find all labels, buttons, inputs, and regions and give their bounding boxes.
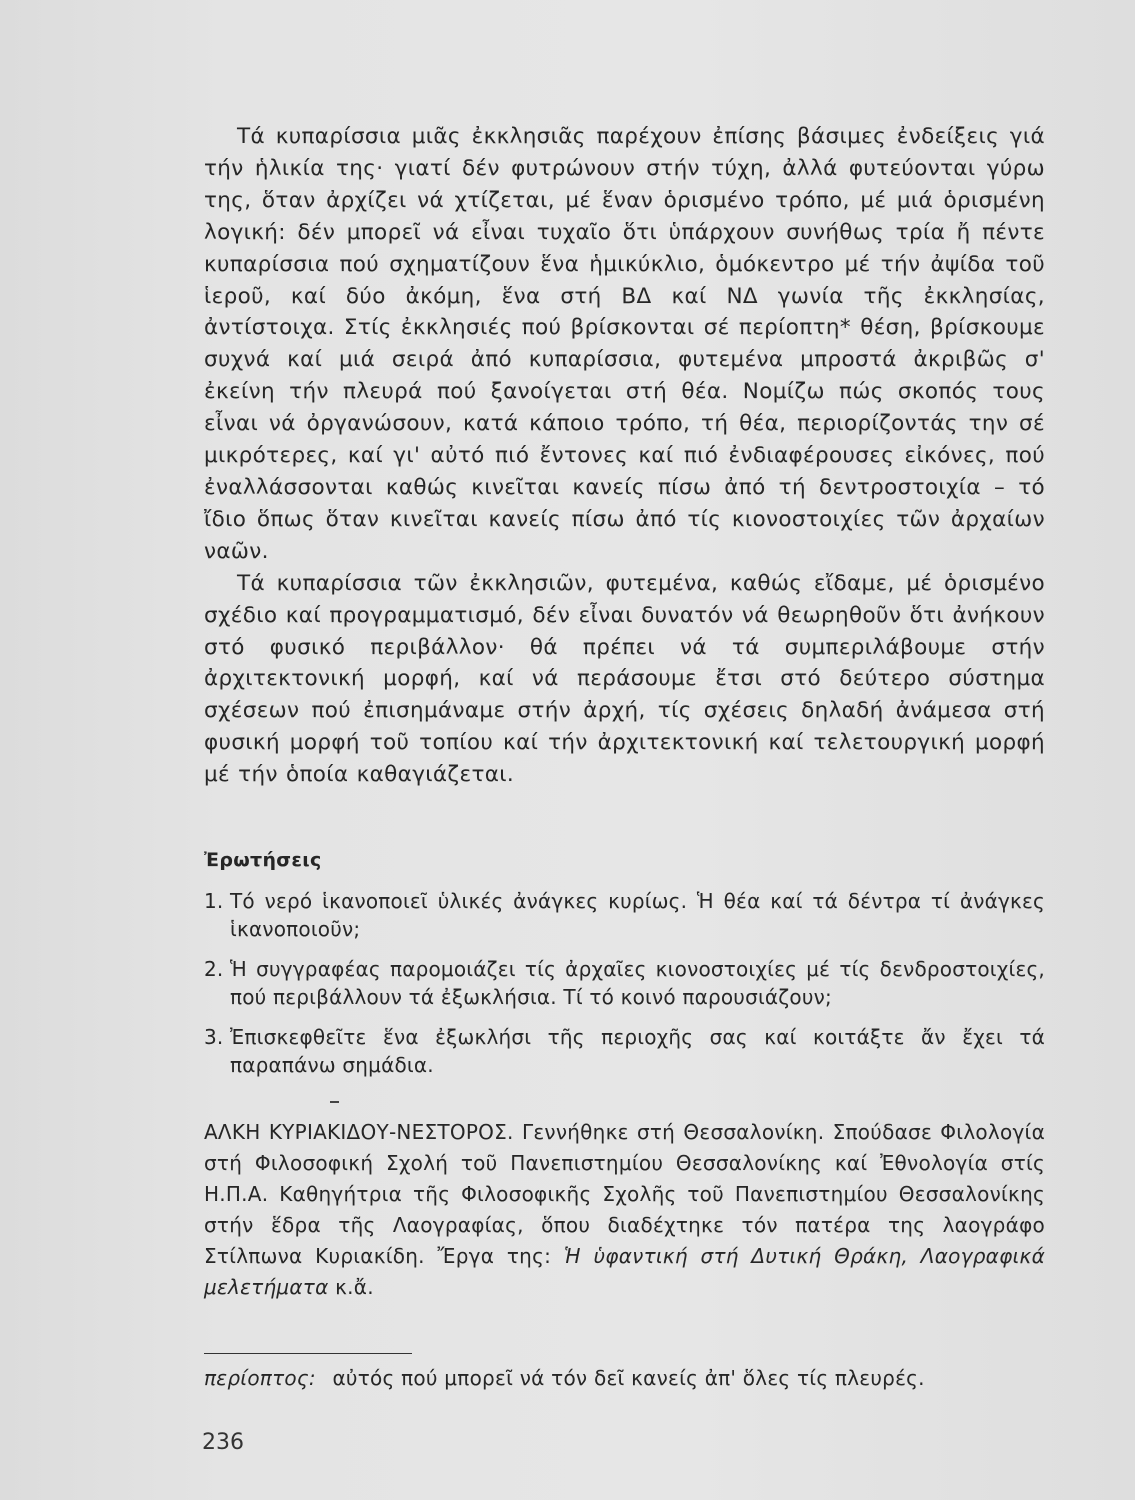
question-number: 3. (204, 1025, 224, 1050)
section-divider (330, 1101, 339, 1103)
questions-list (204, 887, 1045, 1079)
question-number: 2. (204, 957, 224, 982)
questions-heading: Ἐρωτήσεις (204, 849, 322, 872)
question-text: Ἡ συγγραφέας παρομοιάζει τίς ἀρχαῖες κιονοστοιχίες μέ τίς δενδροστοιχίες, πού περιβάλλουν τά ἐξωκλήσια. Τί τό κοινό παρουσιάζουν; (230, 957, 1045, 1010)
question-number: 1. (204, 889, 224, 914)
paragraph-1: Τά κυπαρίσσια μιᾶς ἐκκλησιᾶς παρέχουν ἐπίσης βάσιμες ἐνδείξεις γιά τήν ἡλικία της· γιατί δέν φυτρώνουν στήν τύχη, ἀλλά φυτεύονται γύρω της, ὅταν ἀρχίζει νά χτίζεται, μέ ἕναν ὁρισμένο τρόπο, μέ μιά ὁρισμένη λογική: δέν μπορεῖ νά εἶναι τυχαῖο ὅτι ὑπάρχουν συνήθως τρία ἤ πέντε κυπαρίσσια πού σχηματίζουν ἕνα ἡμικύκλιο, ὁμόκεντρο μέ τήν ἀψίδα τοῦ ἱεροῦ, καί δύο ἀκόμη, ἕνα στή ΒΔ καί ΝΔ γωνία τῆς ἐκκλησίας, ἀντίστοιχα. Στίς ἐκκλησιές πού βρίσκονται σέ περίοπτη* θέση, βρίσκουμε συχνά καί μιά σειρά ἀπό κυπαρίσσια, φυτεμένα μπροστά ἀκριβῶς σ' ἐκείνη τήν πλευρά πού ξανοίγεται στή θέα. Νομίζω πώς σκοπός τους εἶναι νά ὀργανώσουν, κατά κάποιο τρόπο, τή θέα, περιορίζοντάς την σέ μικρότερες, καί γι' αὐτό πιό ἔντονες καί πιό ἐνδιαφέρουσες εἰκόνες, πού ἐναλλάσσονται καθώς κινεῖται κανείς πίσω ἀπό τή δεντροστοιχία – τό ἴδιο ὅπως ὅταν κινεῖται κανείς πίσω ἀπό τίς κιονοστοιχίες τῶν ἀρχαίων ναῶν. (204, 124, 1045, 564)
author-works: Ἡ ὑφαντική στή Δυτική Θράκη, Λαογραφικά μελετήματα (204, 1244, 1046, 1300)
page-content (204, 121, 1045, 1390)
footnote-term: περίοπτος: (204, 1366, 316, 1391)
footnote (204, 1366, 1045, 1390)
author-bio-text: ΑΛΚΗ ΚΥΡΙΑΚΙΔΟΥ-ΝΕΣΤΟΡΟΣ. Γεννήθηκε στή Θεσσαλονίκη. Σπούδασε Φιλολογία στή Φιλοσοφική Σχολή τοῦ Πανεπιστημίου Θεσσαλονίκης καί Ἐθνολογία στίς Η.Π.Α. Καθηγήτρια τῆς Φιλοσοφικῆς Σχολῆς τοῦ Πανεπιστημίου Θεσσαλονίκης στήν ἕδρα τῆς Λαογραφίας, ὅπου διαδέχτηκε τόν πατέρα της λαογράφο Στίλπωνα Κυριακίδη. Ἔργα της: (204, 1120, 1045, 1269)
paragraph-2: Τά κυπαρίσσια τῶν ἐκκλησιῶν, φυτεμένα, καθώς εἴδαμε, μέ ὁρισμένο σχέδιο καί προγραμματισμό, δέν εἶναι δυνατόν νά θεωρηθοῦν ὅτι ἀνήκουν στό φυσικό περιβάλλον· θά πρέπει νά τά συμπεριλάβουμε στήν ἀρχιτεκτονική μορφή, καί νά περάσουμε ἔτσι στό δεύτερο σύστημα σχέσεων πού ἐπισημάναμε στήν ἀρχή, τίς σχέσεις δηλαδή ἀνάμεσα στή φυσική μορφή τοῦ τοπίου καί τήν ἀρχιτεκτονική καί τελετουργική μορφή μέ τήν ὁποία καθαγιάζεται. (204, 570, 1045, 788)
author-bio-tail: κ.ἄ. (328, 1275, 374, 1300)
footnote-rule (204, 1353, 412, 1354)
question-item (204, 887, 1045, 943)
author-bio (204, 1117, 1045, 1303)
question-item (204, 955, 1045, 1011)
page-number: 236 (202, 1430, 244, 1455)
question-text: Ἐπισκεφθεῖτε ἕνα ἐξωκλήσι τῆς περιοχῆς σας καί κοιτάξτε ἄν ἔχει τά παραπάνω σημάδια. (230, 1025, 1045, 1078)
question-text: Τό νερό ἱκανοποιεῖ ὑλικές ἀνάγκες κυρίως. Ἡ θέα καί τά δέντρα τί ἀνάγκες ἱκανοποιοῦν; (230, 889, 1045, 942)
question-item (204, 1023, 1045, 1079)
footnote-definition: αὐτός πού μπορεῖ νά τόν δεῖ κανείς ἀπ' ὅλες τίς πλευρές. (332, 1366, 925, 1391)
